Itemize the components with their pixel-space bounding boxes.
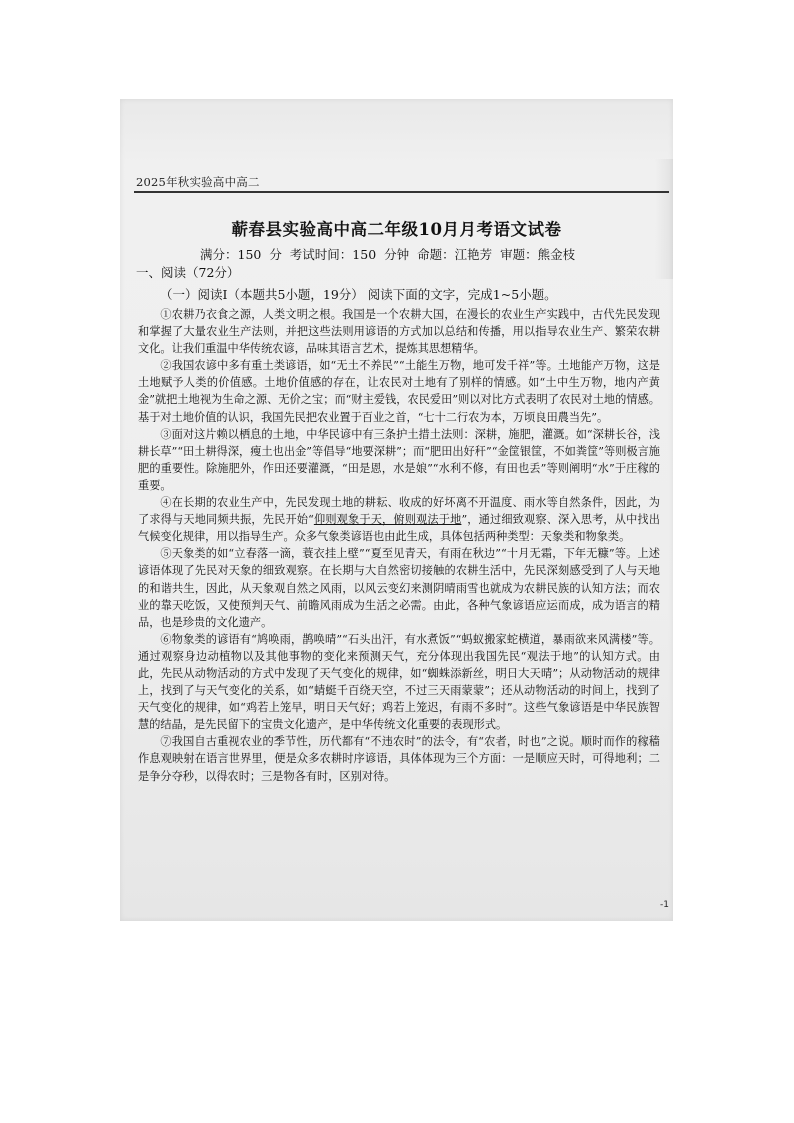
paragraph-5: ⑤天象类的如“立春落一滴，蓑衣挂上壁”“夏至见青天，有雨在秋边”“十月无霜，下年无糠”等。上述谚语体现了先民对天象的细致观察。在长期与大自然密切接触的农耕生活中，先民深刻感受到了人与天地的和谐共生，因此，从天象观自然之风雨，以风云变幻来测阴晴雨雪也就成为农耕民族的认知方法；而农业的靠天吃饭，又使预判天气、前瞻风雨成为生活之必需。由此，各种气象谚语应运而成，成为语言的精品，也是珍贵的文化遗产。 (138, 547, 660, 629)
sub-heading (160, 285, 557, 303)
underlined-quote: 仰则观象于天，俯则观法于地 (313, 513, 462, 527)
paragraph-2: ②我国农谚中多有重土类谚语，如“无土不养民”“土能生万物，地可发千祥”等。土地能产万物，这是土地赋予人类的价值感。土地价值感的存在，让农民对土地有了别样的情感。如“土中生万物，地内产黄金”就把土地视为生命之源、无价之宝；而“财主爱钱，农民爱田”则以对比方式表明了农民对土地的情感。基于对土地价值的认识，我国先民把农业置于百业之首，“七十二行农为本，万顷良田農当先”。 (138, 359, 660, 424)
paragraph-3: ③面对这片赖以栖息的土地，中华民谚中有三条护土措土法则：深耕，施肥，灌溉。如“深耕长谷，浅耕长草”“田土耕得深，瘦土也出金”等倡导“地要深耕”；而“肥田出好秆”“金筐银筐，不如粪筐”等则极言施肥的重要性。除施肥外，作田还要灌溉，“田是恩，水是娘”“水利不修，有田也丢”等则阐明“水”于庄稼的重要。 (138, 427, 660, 492)
sub-heading-instruction: 阅读下面的文字，完成1~5小题。 (367, 287, 557, 302)
scanned-page (120, 99, 673, 921)
school-term-header: 2025年秋实验高中高二 (136, 175, 260, 189)
page-number: -1 (660, 900, 669, 910)
paragraph-7: ⑦我国自古重视农业的季节性，历代都有“不违农时”的法令，有“农者，时也”之说。顺时而作的稼穑作息观映射在语言世界里，便是众多农耕时序谚语，具体体现为三个方面：一是顺应天时，可得地利；二是争分夺秒，以得农时；三是物各有时，区别对待。 (138, 735, 660, 783)
paragraph-4-part-b: ”，通过细致观察、深入思考，从中找出气候变化规律，用以指导生产。众多气象类谚语也由此生成，具体包括两种类型：天象类和物象类。 (138, 513, 660, 544)
exam-title: 蕲春县实验高中高二年级10月月考语文试卷 (231, 220, 562, 239)
header-rule (134, 191, 669, 193)
paragraph-4 (138, 494, 660, 545)
paragraph-1: ①农耕乃衣食之源，人类文明之根。我国是一个农耕大国，在漫长的农业生产实践中，古代先民发现和掌握了大量农业生产法则，并把这些法则用谚语的方式加以总结和传播，用以指导农业生产、繁荣农耕文化。让我们重温中华传统农谚，品味其语言艺术，提炼其思想精华。 (138, 308, 660, 356)
section-heading: 一、阅读（72分） (136, 265, 240, 280)
reading-passage (138, 306, 660, 785)
exam-meta: 满分：150 分 考试时间：150 分钟 命题：江艳芳 审题：熊金枝 (200, 247, 576, 262)
paragraph-6: ⑥物象类的谚语有“鸠唤雨，鹊唤晴”“石头出汗，有水煮饭”“蚂蚁搬家蛇横道，暴雨欲来风满楼”等。通过观察身边动植物以及其他事物的变化来预测天气，充分体现出我国先民“观法于地”的认知方式。由此，先民从动物活动的方式中发现了天气变化的规律，如“蜘蛛添新丝，明日大天晴”；从动物活动的规律上，找到了与天气变化的关系，如“蜻蜓千百绕天空，不过三天雨蒙蒙”；还从动物活动的时间上，找到了天气变化的规律，如“鸡若上笼早，明日天气好；鸡若上笼迟，有雨不多时”。这些气象谚语是中华民族智慧的结晶，是先民留下的宝贵文化遗产，是中华传统文化重要的表现形式。 (138, 632, 660, 732)
sub-heading-title: （一）阅读Ⅰ（本题共5小题，19分） (160, 287, 364, 302)
paragraph-4-part-a: ④在长期的农业生产中，先民发现土地的耕耘、收成的好坏离不开温度、雨水等自然条件，因此，为了求得与天地同频共振，先民开始“ (138, 496, 660, 527)
